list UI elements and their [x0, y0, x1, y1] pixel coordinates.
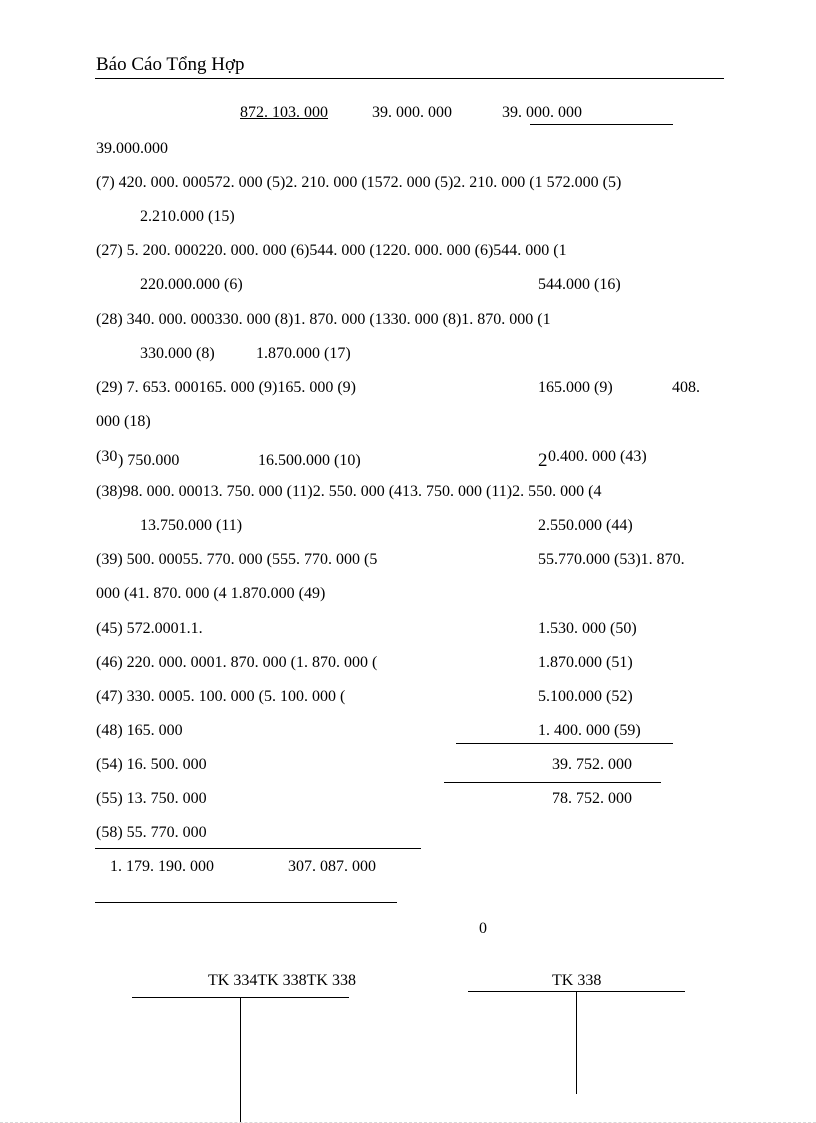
ledger-line: (29) 7. 653. 000165. 000 (9)165. 000 (9) [96, 379, 356, 396]
ledger-line: (39) 500. 00055. 770. 000 (555. 770. 000 (5 [96, 551, 378, 568]
ledger-line: 220.000.000 (6) [140, 276, 243, 293]
ledger-line: ) 750.000 [118, 452, 180, 469]
ledger-line: 1.870.000 (17) [256, 345, 351, 362]
ledger-line: 544.000 (16) [538, 276, 621, 293]
top-right-rule [530, 124, 673, 125]
ledger-line: 1.870.000 (51) [538, 654, 633, 671]
ledger-line: (58) 55. 770. 000 [96, 824, 207, 841]
ledger-line: 2 [538, 450, 548, 471]
ledger-line: 5.100.000 (52) [538, 688, 633, 705]
ledger-line: (7) 420. 000. 000572. 000 (5)2. 210. 000 (1572. 000 (5)2. 210. 000 (1 572.000 (5) [96, 174, 622, 191]
ledger-line: 307. 087. 000 [288, 858, 376, 875]
ledger-line: 0 [479, 920, 487, 937]
top-total-c [502, 103, 582, 123]
ledger-line: 165.000 (9) [538, 379, 613, 396]
ledger-line: 2.210.000 (15) [140, 208, 235, 225]
t-account-right-title: TK 338 [552, 972, 602, 989]
left-total-rule [95, 848, 421, 849]
top-total-a-value: 872. 103. 000 [240, 104, 328, 121]
ledger-line: 000 (41. 870. 000 (4 1.870.000 (49) [96, 585, 326, 602]
ledger-line: 1. 400. 000 (59) [538, 722, 641, 739]
ledger-line: 39. 752. 000 [552, 756, 632, 773]
page-title: Báo Cáo Tổng Hợp [96, 54, 245, 75]
ledger-line: 78. 752. 000 [552, 790, 632, 807]
ledger-line: 0.400. 000 (43) [548, 448, 647, 465]
ledger-line: 13.750.000 (11) [140, 517, 243, 534]
ledger-line: (48) 165. 000 [96, 722, 183, 739]
bottom-rule [95, 902, 397, 903]
t-account-right-divider [576, 991, 577, 1094]
ledger-line: 55.770.000 (53)1. 870. [538, 551, 685, 568]
ledger-line: (38)98. 000. 00013. 750. 000 (11)2. 550. 000 (413. 750. 000 (11)2. 550. 000 (4 [96, 483, 602, 500]
ledger-line: (28) 340. 000. 000330. 000 (8)1. 870. 000 (1330. 000 (8)1. 870. 000 (1 [96, 311, 551, 328]
top-total-c-prefix: 39. [502, 104, 526, 121]
ledger-line: 1. 179. 190. 000 [110, 858, 214, 875]
ledger-line: 000 (18) [96, 413, 151, 430]
ledger-line: (54) 16. 500. 000 [96, 756, 207, 773]
subtotal-rule [456, 743, 673, 744]
ledger-line: 1.530. 000 (50) [538, 620, 637, 637]
ledger-line: 39.000.000 [96, 140, 168, 157]
ledger-line: (27) 5. 200. 000220. 000. 000 (6)544. 000 (1220. 000. 000 (6)544. 000 (1 [96, 242, 567, 259]
t-account-left-title: TK 334TK 338TK 338 [208, 972, 356, 989]
ledger-line: (45) 572.0001.1. [96, 620, 203, 637]
ledger-line: 330.000 (8) [140, 345, 215, 362]
ledger-line: (46) 220. 000. 0001. 870. 000 (1. 870. 000 ( [96, 654, 378, 671]
ledger-line: (55) 13. 750. 000 [96, 790, 207, 807]
ledger-line: (30 [96, 448, 118, 465]
ledger-line: (47) 330. 0005. 100. 000 (5. 100. 000 ( [96, 688, 346, 705]
top-total-c-value: 000. 000 [526, 104, 582, 121]
ledger-line: 408. [672, 379, 700, 396]
top-total-a [240, 103, 328, 123]
ledger-line: 2.550.000 (44) [538, 517, 633, 534]
ledger-line: 16.500.000 (10) [258, 452, 361, 469]
top-total-b: 39. 000. 000 [372, 104, 452, 121]
t-account-left-divider [240, 997, 241, 1123]
header-rule [95, 78, 724, 79]
total-rule [444, 782, 661, 783]
